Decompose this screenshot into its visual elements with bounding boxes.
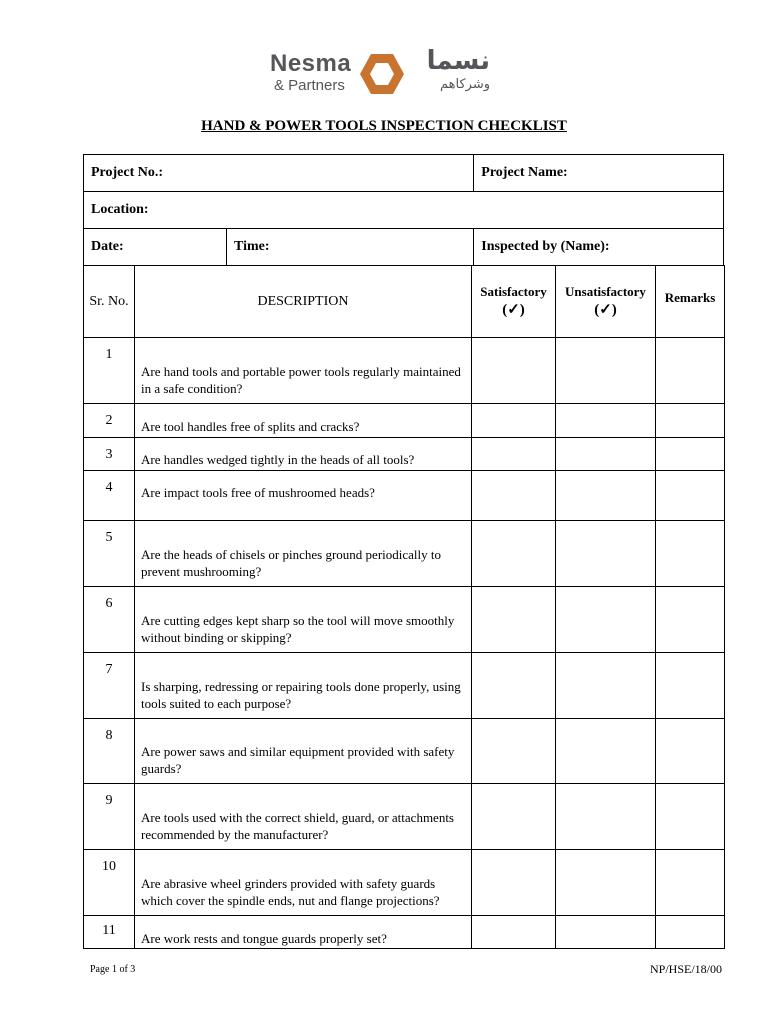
row-sr: 3	[84, 438, 135, 471]
logo-text-arabic-sub: وشركاهم	[439, 77, 490, 92]
remarks-cell[interactable]	[656, 438, 725, 471]
remarks-cell[interactable]	[656, 784, 725, 850]
row-description: Are cutting edges kept sharp so the tool will move smoothly without binding or skipping?	[135, 587, 472, 653]
remarks-cell[interactable]	[656, 850, 725, 916]
satisfactory-cell[interactable]	[472, 521, 556, 587]
header-satisfactory-label: Satisfactory	[480, 284, 547, 299]
table-row	[84, 521, 725, 587]
document-code: NP/HSE/18/00	[649, 962, 722, 976]
unsatisfactory-cell[interactable]	[556, 784, 656, 850]
unsatisfactory-cell[interactable]	[556, 587, 656, 653]
logo-text-english: Nesma	[270, 50, 352, 77]
satisfactory-cell[interactable]	[472, 404, 556, 438]
inspected-by-field[interactable]: Inspected by (Name):	[474, 229, 724, 266]
header-unsatisfactory-label: Unsatisfactory	[565, 284, 646, 299]
satisfactory-cell[interactable]	[472, 653, 556, 719]
table-row	[84, 719, 725, 784]
row-description: Are abrasive wheel grinders provided with safety guards which cover the spindle ends, nut and flange projections?	[135, 850, 472, 916]
logo-text-english-sub: & Partners	[274, 77, 345, 94]
unsatisfactory-cell[interactable]	[556, 338, 656, 404]
table-row	[84, 850, 725, 916]
unsatisfactory-cell[interactable]	[556, 438, 656, 471]
remarks-cell[interactable]	[656, 471, 725, 521]
remarks-cell[interactable]	[656, 719, 725, 784]
satisfactory-cell[interactable]	[472, 916, 556, 949]
remarks-cell[interactable]	[656, 587, 725, 653]
row-description: Are tool handles free of splits and cracks?	[135, 404, 472, 438]
header-satisfactory	[472, 266, 556, 338]
header-remarks: Remarks	[656, 266, 725, 338]
row-description: Are tools used with the correct shield, guard, or attachments recommended by the manufacturer?	[135, 784, 472, 850]
time-field[interactable]: Time:	[227, 229, 474, 266]
table-row	[84, 471, 725, 521]
project-no-field[interactable]: Project No.:	[84, 155, 474, 192]
header-unsatisfactory	[556, 266, 656, 338]
satisfactory-cell[interactable]	[472, 471, 556, 521]
checklist-table	[83, 265, 725, 949]
unsatisfactory-cell[interactable]	[556, 916, 656, 949]
header-description: DESCRIPTION	[135, 266, 472, 338]
row-description: Are hand tools and portable power tools regularly maintained in a safe condition?	[135, 338, 472, 404]
row-sr: 2	[84, 404, 135, 438]
hexagon-logo-icon	[358, 51, 406, 97]
satisfactory-cell[interactable]	[472, 784, 556, 850]
unsatisfactory-cell[interactable]	[556, 653, 656, 719]
satisfactory-cell[interactable]	[472, 338, 556, 404]
row-sr: 8	[84, 719, 135, 784]
satisfactory-cell[interactable]	[472, 438, 556, 471]
unsatisfactory-cell[interactable]	[556, 404, 656, 438]
row-sr: 4	[84, 471, 135, 521]
document-title: HAND & POWER TOOLS INSPECTION CHECKLIST	[201, 118, 567, 134]
row-description: Are the heads of chisels or pinches ground periodically to prevent mushrooming?	[135, 521, 472, 587]
company-logo	[268, 46, 498, 100]
date-field[interactable]: Date:	[84, 229, 227, 266]
unsatisfactory-cell[interactable]	[556, 471, 656, 521]
remarks-cell[interactable]	[656, 521, 725, 587]
table-row	[84, 404, 725, 438]
project-name-field[interactable]: Project Name:	[474, 155, 724, 192]
row-description: Are impact tools free of mushroomed heads?	[135, 471, 472, 521]
table-row	[84, 784, 725, 850]
row-description: Is sharping, redressing or repairing tools done properly, using tools suited to each purpose?	[135, 653, 472, 719]
table-row	[84, 916, 725, 949]
project-info-table	[83, 154, 724, 266]
remarks-cell[interactable]	[656, 338, 725, 404]
row-description: Are power saws and similar equipment provided with safety guards?	[135, 719, 472, 784]
row-sr: 7	[84, 653, 135, 719]
row-sr: 10	[84, 850, 135, 916]
satisfactory-cell[interactable]	[472, 587, 556, 653]
location-field[interactable]: Location:	[84, 192, 724, 229]
row-description: Are handles wedged tightly in the heads of all tools?	[135, 438, 472, 471]
remarks-cell[interactable]	[656, 404, 725, 438]
unsatisfactory-cell[interactable]	[556, 521, 656, 587]
row-description: Are work rests and tongue guards properly set?	[135, 916, 472, 949]
unsatisfactory-cell[interactable]	[556, 719, 656, 784]
satisfactory-cell[interactable]	[472, 719, 556, 784]
row-sr: 1	[84, 338, 135, 404]
header-satisfactory-check: (✓)	[502, 302, 525, 318]
remarks-cell[interactable]	[656, 916, 725, 949]
remarks-cell[interactable]	[656, 653, 725, 719]
row-sr: 11	[84, 916, 135, 949]
row-sr: 6	[84, 587, 135, 653]
logo-text-arabic: نسما	[426, 46, 490, 76]
unsatisfactory-cell[interactable]	[556, 850, 656, 916]
header-unsatisfactory-check: (✓)	[594, 302, 617, 318]
table-row	[84, 653, 725, 719]
header-sr-no: Sr. No.	[84, 266, 135, 338]
page-number: Page 1 of 3	[90, 964, 136, 975]
table-row	[84, 338, 725, 404]
table-row	[84, 438, 725, 471]
table-row	[84, 587, 725, 653]
row-sr: 5	[84, 521, 135, 587]
satisfactory-cell[interactable]	[472, 850, 556, 916]
row-sr: 9	[84, 784, 135, 850]
